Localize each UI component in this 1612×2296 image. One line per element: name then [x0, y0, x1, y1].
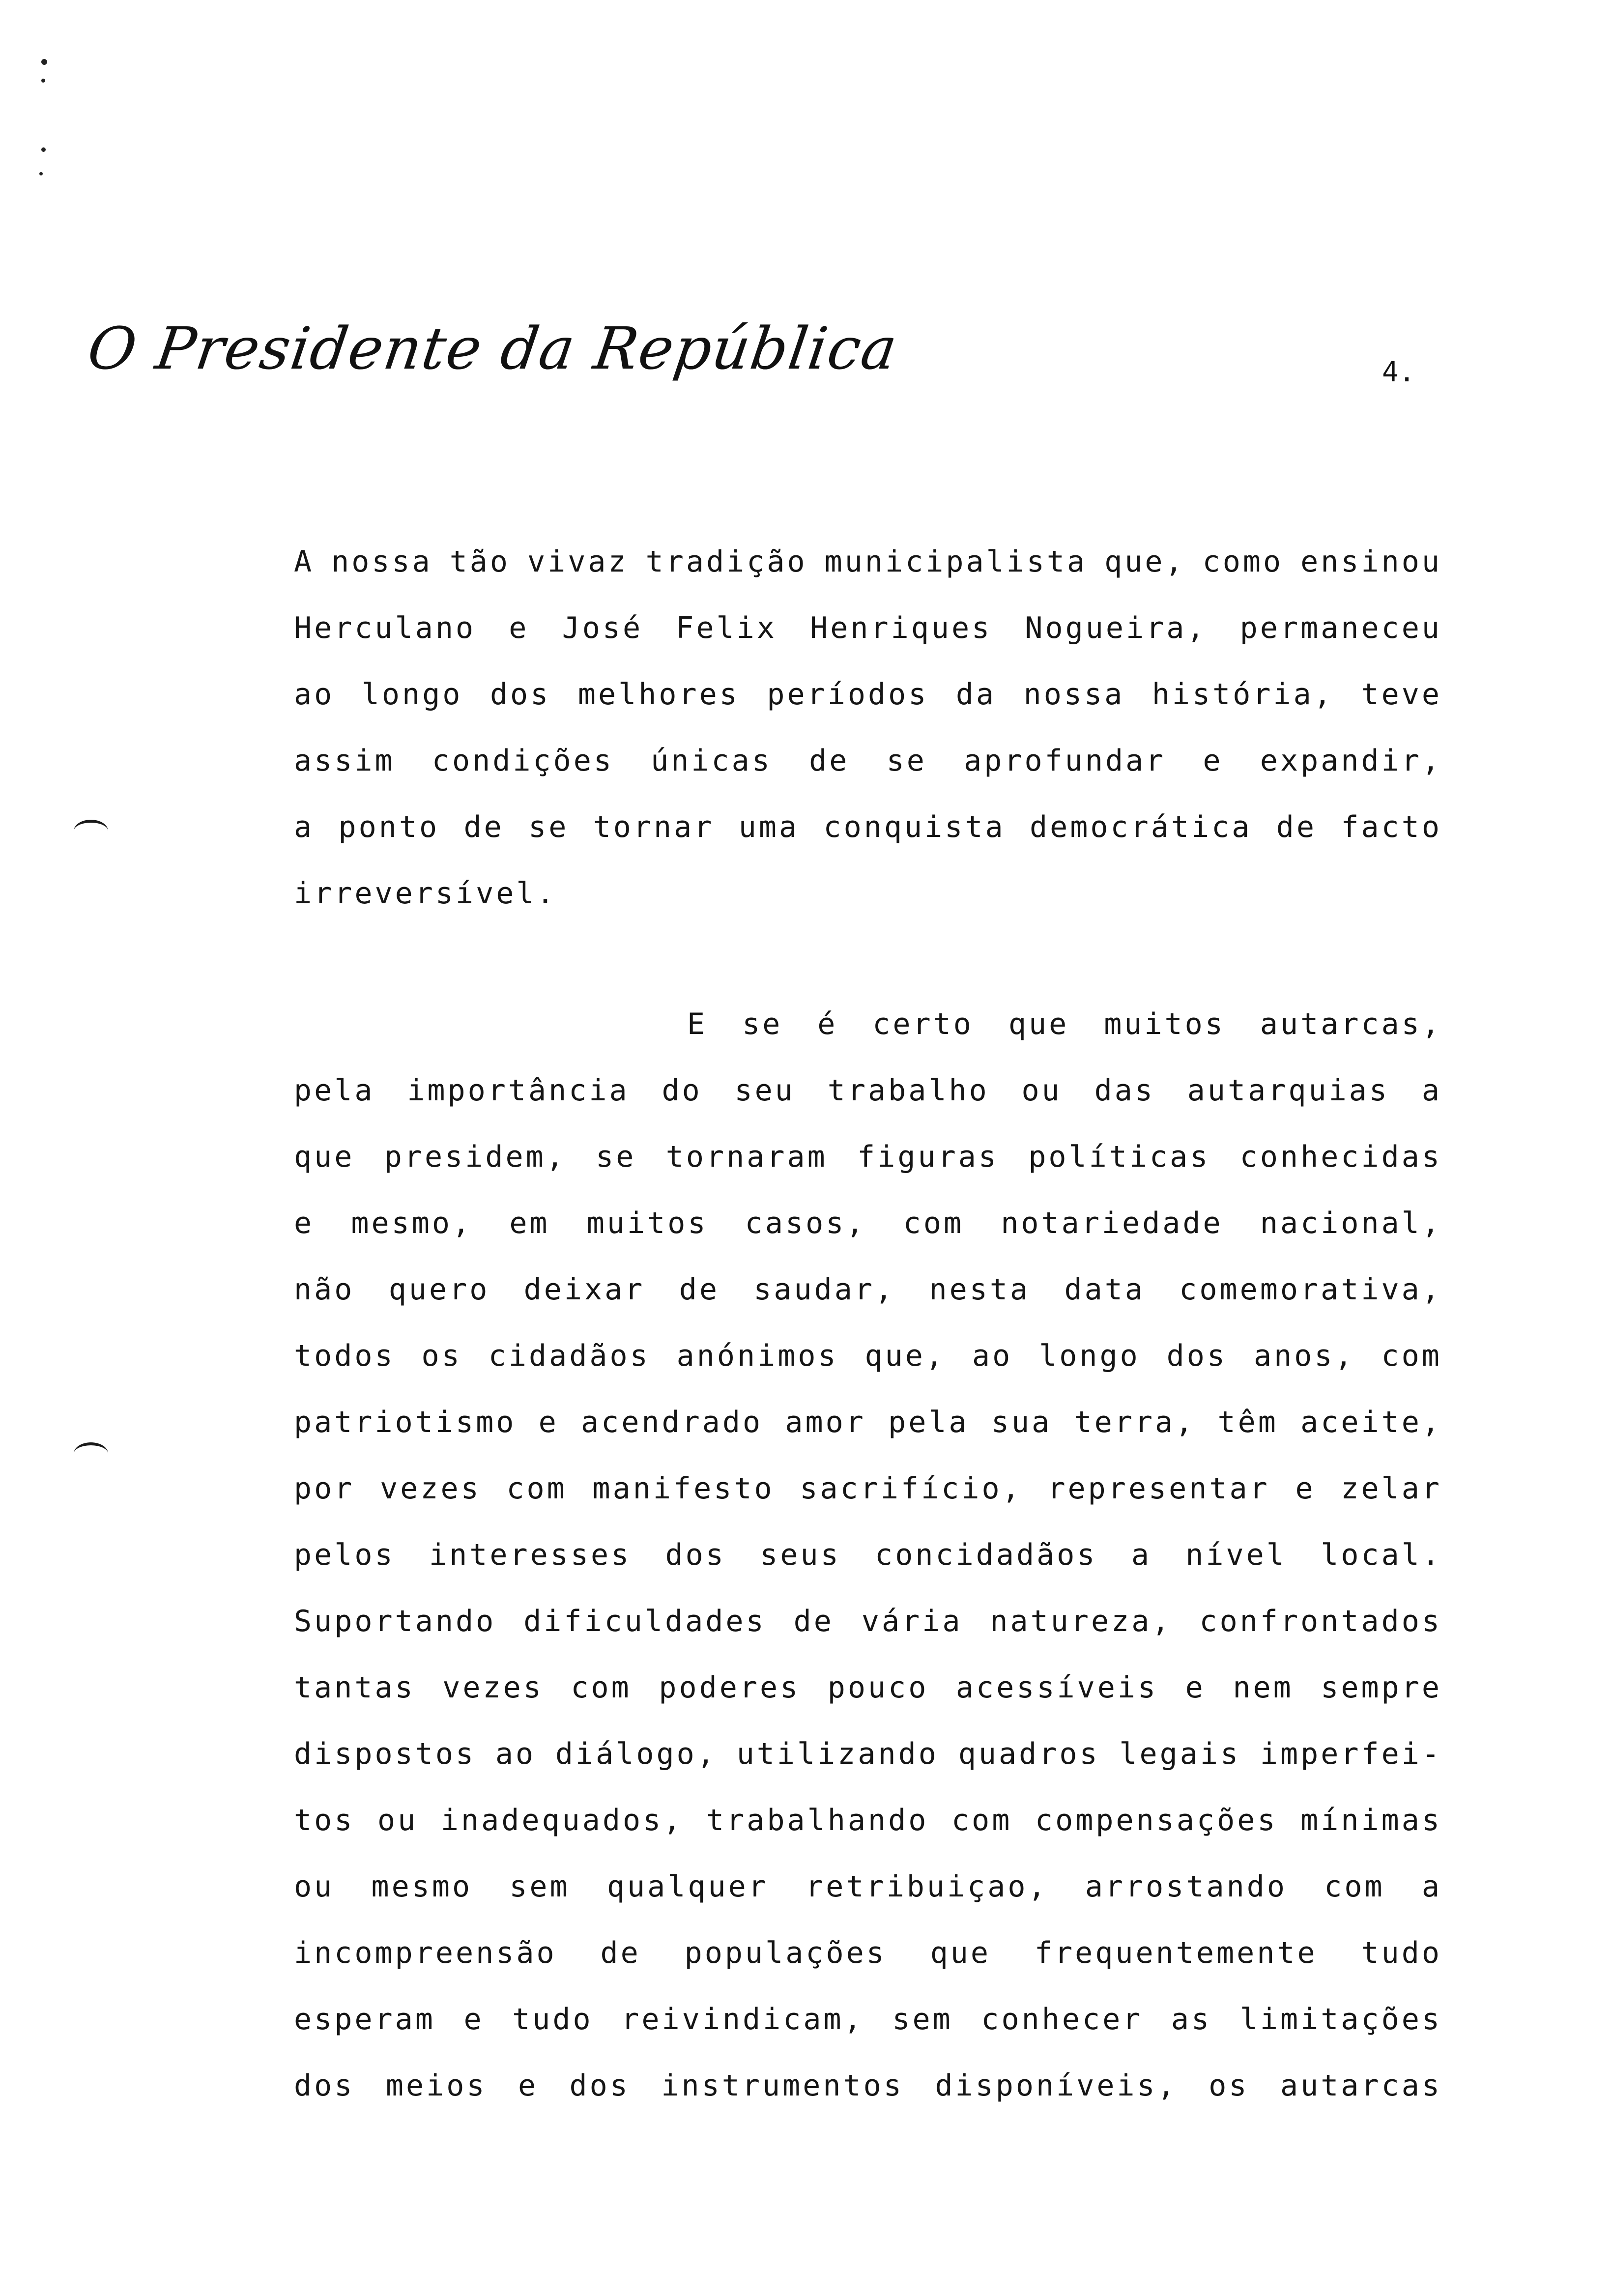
- word: as: [1171, 2002, 1212, 2037]
- text-line: [294, 1257, 1442, 1323]
- word: de: [600, 1936, 641, 1970]
- word: longo: [361, 677, 463, 712]
- word: de: [679, 1272, 720, 1307]
- word: vezes: [380, 1471, 481, 1506]
- text-line: [294, 861, 1442, 927]
- word: períodos: [767, 677, 929, 712]
- word: Felix: [676, 611, 777, 645]
- word: mesmo: [371, 1869, 473, 1904]
- word: municipalista: [824, 545, 1088, 579]
- paragraph-1: [294, 529, 1442, 927]
- letterhead: O Presidente da República: [84, 315, 902, 382]
- text-line: [294, 1522, 1442, 1588]
- word: saudar,: [753, 1272, 895, 1307]
- word: cidadãos: [488, 1339, 650, 1373]
- word: pela: [294, 1073, 375, 1108]
- word: dos: [294, 2068, 355, 2103]
- word: tos: [294, 1803, 355, 1837]
- word: políticas: [1028, 1140, 1210, 1174]
- word: que: [930, 1936, 991, 1970]
- word: disponíveis,: [935, 2068, 1178, 2103]
- word: democrática: [1030, 810, 1252, 844]
- word: representar: [1047, 1471, 1270, 1506]
- word: natureza,: [990, 1604, 1172, 1638]
- word: facto: [1341, 810, 1442, 844]
- word: com: [1324, 1869, 1385, 1904]
- word: condições: [432, 744, 614, 778]
- word: populações: [684, 1936, 887, 1970]
- word: todos: [294, 1339, 395, 1373]
- word: incompreensão: [294, 1936, 557, 1970]
- word: a: [294, 810, 315, 844]
- word: ensinou: [1300, 545, 1442, 579]
- word: a: [1131, 1538, 1151, 1572]
- word: local.: [1321, 1538, 1442, 1572]
- word: E: [687, 1007, 708, 1041]
- word: aprofundar: [964, 744, 1166, 778]
- word: permaneceu: [1239, 611, 1442, 645]
- word: por: [294, 1471, 355, 1506]
- word: tudo: [1361, 1936, 1442, 1970]
- scan-speck: [41, 79, 45, 83]
- text-line: [294, 1854, 1442, 1920]
- word: com: [951, 1803, 1012, 1837]
- word: em: [509, 1206, 550, 1240]
- word: nesta: [929, 1272, 1031, 1307]
- word: se: [886, 744, 927, 778]
- word: data: [1064, 1272, 1145, 1307]
- word: de: [793, 1604, 834, 1638]
- text-line: [294, 1986, 1442, 2053]
- word: sua: [991, 1405, 1052, 1439]
- word: presidem,: [384, 1140, 566, 1174]
- text-line: [294, 1721, 1442, 1787]
- word: tudo: [512, 2002, 593, 2037]
- word: quadros: [958, 1737, 1100, 1771]
- word: imperfei-: [1260, 1737, 1442, 1771]
- word: conquista: [823, 810, 1006, 844]
- word: e: [509, 611, 529, 645]
- word: legais: [1119, 1737, 1241, 1771]
- word: melhores: [577, 677, 740, 712]
- word: nacional,: [1260, 1206, 1442, 1240]
- word: irreversível.: [294, 876, 557, 911]
- word: confrontados: [1199, 1604, 1442, 1638]
- word: pela: [888, 1405, 969, 1439]
- word: sem: [509, 1869, 570, 1904]
- word: de: [1276, 810, 1317, 844]
- word: mínimas: [1300, 1803, 1442, 1837]
- word: tornar: [593, 810, 715, 844]
- word: da: [955, 677, 997, 712]
- word: longo: [1039, 1339, 1140, 1373]
- word: que: [294, 1140, 355, 1174]
- word: trabalho: [827, 1073, 989, 1108]
- text-line: [294, 529, 1442, 595]
- word: anónimos: [676, 1339, 838, 1373]
- scan-speck: [41, 147, 46, 152]
- word: interesses: [429, 1538, 632, 1572]
- text-line: [294, 2053, 1442, 2119]
- word: uma: [738, 810, 800, 844]
- word: diálogo,: [555, 1737, 717, 1771]
- word: manifesto: [592, 1471, 775, 1506]
- text-line: [294, 1920, 1442, 1986]
- word: os: [421, 1339, 462, 1373]
- word: com: [571, 1670, 632, 1705]
- word: seu: [734, 1073, 795, 1108]
- word: tornaram: [665, 1140, 828, 1174]
- word: instrumentos: [661, 2068, 904, 2103]
- word: nem: [1233, 1670, 1294, 1705]
- word: e: [538, 1405, 559, 1439]
- word: com: [1381, 1339, 1442, 1373]
- word: seus: [760, 1538, 841, 1572]
- text-line: [294, 1456, 1442, 1522]
- text-line: [294, 1588, 1442, 1655]
- word: comemorativa,: [1179, 1272, 1442, 1307]
- word: meios: [385, 2068, 487, 2103]
- word: ao: [294, 677, 335, 712]
- word: Nogueira,: [1025, 611, 1207, 645]
- word: do: [662, 1073, 702, 1108]
- text-line: [294, 1787, 1442, 1854]
- word: acessíveis: [955, 1670, 1158, 1705]
- word: nossa: [1023, 677, 1125, 712]
- word: trabalhando: [706, 1803, 929, 1837]
- word: não: [294, 1272, 355, 1307]
- word: autarcas: [1280, 2068, 1442, 2103]
- text-line: [294, 794, 1442, 861]
- word: dos: [569, 2068, 630, 2103]
- word: assim: [294, 744, 395, 778]
- word: importância: [407, 1073, 630, 1108]
- word: reivindicam,: [621, 2002, 864, 2037]
- word: e: [463, 2002, 484, 2037]
- word: de: [463, 810, 504, 844]
- word: poderes: [659, 1670, 801, 1705]
- word: Henriques: [810, 611, 992, 645]
- word: Herculano: [294, 611, 476, 645]
- word: autarcas,: [1260, 1007, 1442, 1041]
- text-line: [294, 991, 1442, 1058]
- word: tão: [449, 545, 511, 579]
- word: José: [562, 611, 643, 645]
- word: frequentemente: [1034, 1936, 1318, 1970]
- text-line: [294, 1124, 1442, 1190]
- word: como: [1202, 545, 1284, 579]
- word: com: [903, 1206, 964, 1240]
- binder-hole-mark: [74, 1442, 108, 1465]
- word: quero: [388, 1272, 490, 1307]
- word: terra,: [1074, 1405, 1196, 1439]
- word: dispostos: [294, 1737, 476, 1771]
- word: inadequados,: [440, 1803, 684, 1837]
- word: nível: [1185, 1538, 1287, 1572]
- text-line: [294, 661, 1442, 728]
- word: se: [742, 1007, 783, 1041]
- scan-speck: [39, 172, 43, 175]
- binder-hole-mark: [74, 820, 108, 842]
- word: anos,: [1253, 1339, 1355, 1373]
- word: é: [817, 1007, 838, 1041]
- word: dificuldades: [523, 1604, 766, 1638]
- word: ao: [972, 1339, 1013, 1373]
- word: pelos: [294, 1538, 395, 1572]
- word: e: [294, 1206, 315, 1240]
- word: vezes: [442, 1670, 544, 1705]
- word: têm: [1217, 1405, 1278, 1439]
- word: com: [506, 1471, 567, 1506]
- word: que: [1008, 1007, 1069, 1041]
- word: concidadãos: [875, 1538, 1097, 1572]
- word: vária: [861, 1604, 963, 1638]
- word: vivaz: [527, 545, 629, 579]
- word: sem: [892, 2002, 953, 2037]
- word: e: [1185, 1670, 1206, 1705]
- word: figuras: [857, 1140, 999, 1174]
- word: nossa: [331, 545, 432, 579]
- word: dos: [489, 677, 551, 712]
- word: acendrado: [580, 1405, 763, 1439]
- word: deixar: [523, 1272, 645, 1307]
- word: certo: [872, 1007, 974, 1041]
- word: aceite,: [1300, 1405, 1442, 1439]
- word: a: [1421, 1073, 1442, 1108]
- word: A: [294, 545, 315, 579]
- word: utilizando: [736, 1737, 939, 1771]
- word: e: [518, 2068, 539, 2103]
- word: qualquer: [606, 1869, 769, 1904]
- text-line: [294, 728, 1442, 794]
- word: casos,: [745, 1206, 866, 1240]
- word: se: [596, 1140, 636, 1174]
- word: patriotismo: [294, 1405, 517, 1439]
- word: muitos: [586, 1206, 708, 1240]
- word: dos: [665, 1538, 726, 1572]
- word: retribuiçao,: [806, 1869, 1048, 1904]
- word: autarquias: [1187, 1073, 1390, 1108]
- text-line: [294, 1190, 1442, 1257]
- word: ou: [377, 1803, 418, 1837]
- text-line: [294, 1323, 1442, 1389]
- word: história,: [1151, 677, 1334, 712]
- word: ao: [495, 1737, 536, 1771]
- paragraph-2: [294, 991, 1442, 2119]
- text-line: [294, 595, 1442, 661]
- text-line: [294, 1655, 1442, 1721]
- word: notariedade: [1001, 1206, 1223, 1240]
- word: de: [809, 744, 850, 778]
- word: ou: [1021, 1073, 1062, 1108]
- word: muitos: [1104, 1007, 1225, 1041]
- word: os: [1209, 2068, 1249, 2103]
- word: que,: [1104, 545, 1185, 579]
- text-line: [294, 1389, 1442, 1456]
- word: Suportando: [294, 1604, 496, 1638]
- word: ou: [294, 1869, 335, 1904]
- word: mesmo,: [351, 1206, 473, 1240]
- word: e: [1295, 1471, 1316, 1506]
- word: se: [528, 810, 569, 844]
- word: tradição: [645, 545, 807, 579]
- text-line: [294, 1058, 1442, 1124]
- word: ponto: [338, 810, 440, 844]
- word: únicas: [651, 744, 772, 778]
- word: limitações: [1239, 2002, 1442, 2037]
- word: teve: [1361, 677, 1442, 712]
- word: expandir,: [1260, 744, 1442, 778]
- word: das: [1094, 1073, 1155, 1108]
- word: a: [1421, 1869, 1442, 1904]
- page-number: 4.: [1382, 356, 1415, 388]
- word: pouco: [827, 1670, 929, 1705]
- word: tantas: [294, 1670, 415, 1705]
- scan-speck: [41, 59, 47, 65]
- word: sempre: [1321, 1670, 1442, 1705]
- word: esperam: [294, 2002, 435, 2037]
- word: que,: [864, 1339, 946, 1373]
- word: compensações: [1035, 1803, 1278, 1837]
- word: conhecidas: [1239, 1140, 1442, 1174]
- word: dos: [1166, 1339, 1228, 1373]
- word: zelar: [1341, 1471, 1442, 1506]
- word: arrostando: [1085, 1869, 1288, 1904]
- word: e: [1203, 744, 1223, 778]
- word: sacrifício,: [800, 1471, 1022, 1506]
- word: amor: [785, 1405, 866, 1439]
- word: conhecer: [981, 2002, 1143, 2037]
